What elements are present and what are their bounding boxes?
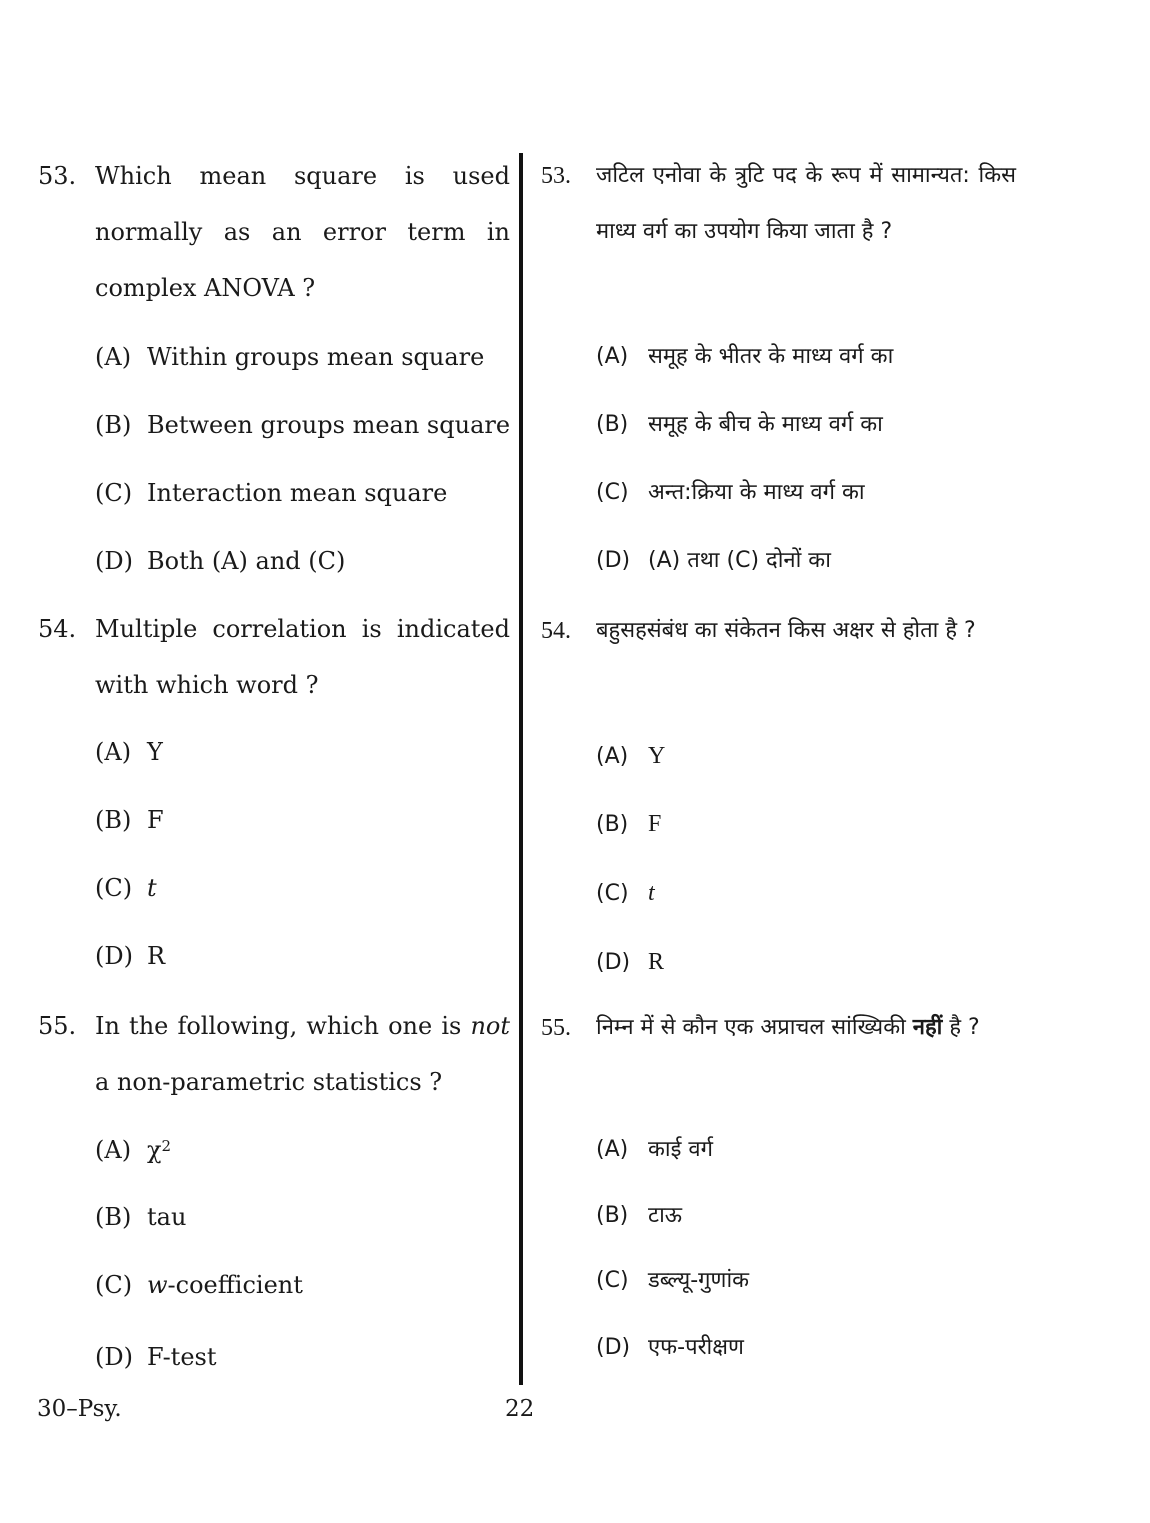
column-divider <box>519 153 523 1385</box>
question-stem: जटिल एनोवा के त्रुटि पद के रूप में सामान्यत: किस माध्य वर्ग का उपयोग किया जाता है ? <box>596 163 1016 244</box>
option-d: (D) R <box>596 949 665 975</box>
option-b: (B) F <box>596 811 662 837</box>
option-c: (C) w-coefficient <box>95 1271 303 1299</box>
option-b: (B) F <box>95 806 164 834</box>
option-b: (B) Between groups mean square <box>95 411 511 439</box>
question-stem: Which mean square is used normally as an error term in complex ANOVA ? <box>95 162 510 302</box>
question-number: 54. <box>38 615 77 643</box>
option-a: (A) Y <box>95 738 163 766</box>
option-b: (B) टाऊ <box>596 1203 683 1228</box>
option-a: (A) काई वर्ग <box>596 1137 714 1162</box>
option-c: (C) डब्ल्यू-गुणांक <box>596 1268 750 1293</box>
question-number: 54. <box>541 618 571 644</box>
option-a: (A) $\chi^2$ <box>95 1136 172 1164</box>
question-number: 55. <box>541 1015 571 1041</box>
question-stem: In the following, which one is not a non-parametric statistics ? <box>95 1012 510 1096</box>
option-d: (D) R <box>95 942 166 970</box>
option-c: (C) t <box>95 874 157 902</box>
option-d: (D) (A) तथा (C) दोनों का <box>596 548 831 573</box>
paper-code: 30–Psy. <box>37 1396 122 1422</box>
option-d: (D) एफ-परीक्षण <box>596 1335 744 1360</box>
option-a: (A) समूह के भीतर के माध्य वर्ग का <box>596 344 894 369</box>
question-number: 53. <box>541 163 571 189</box>
emphasis-not: not <box>470 1012 510 1040</box>
chi-symbol: χ <box>147 1136 162 1164</box>
question-stem: निम्न में से कौन एक अप्राचल सांख्यिकी नहीं है ? <box>596 1015 980 1040</box>
option-a: (A) Within groups mean square <box>95 343 485 371</box>
page-number: 22 <box>505 1396 535 1422</box>
emphasis-nahin: नहीं <box>912 1015 943 1040</box>
option-b: (B) समूह के बीच के माध्य वर्ग का <box>596 412 883 437</box>
option-a: (A) Y <box>596 743 666 769</box>
option-d: (D) Both (A) and (C) <box>95 547 346 575</box>
option-c: (C) Interaction mean square <box>95 479 448 507</box>
option-c: (C) अन्त:क्रिया के माध्य वर्ग का <box>596 480 865 505</box>
question-stem: Multiple correlation is indicated with which word ? <box>95 615 510 699</box>
question-number: 53. <box>38 162 77 190</box>
option-c: (C) t <box>596 880 655 906</box>
question-number: 55. <box>38 1012 77 1040</box>
option-d: (D) F-test <box>95 1343 217 1371</box>
option-b: (B) tau <box>95 1203 187 1231</box>
question-stem: बहुसहसंबंध का संकेतन किस अक्षर से होता है ? <box>596 618 976 643</box>
